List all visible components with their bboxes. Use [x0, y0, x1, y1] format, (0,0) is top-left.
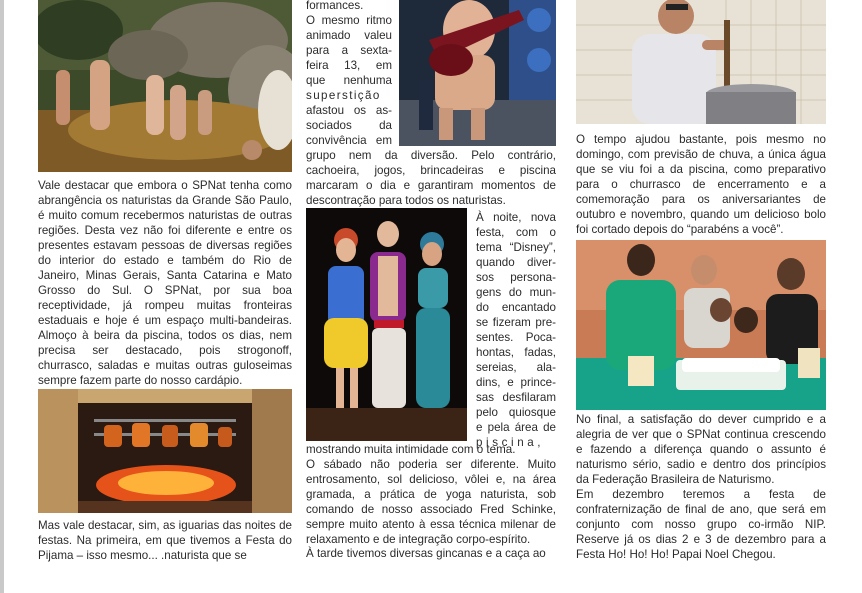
text-line: convivência em [306, 134, 392, 147]
text-line: e pela área de [476, 421, 556, 434]
col3-para2: No final, a satisfação do dever cumprido e a alegria de ver que o SPNat continua crescendo e fazendo a diferença quando o assunto é naturismo sério, sadio e dentro dos princípios da Federação Brasileira de Naturismo. [576, 413, 826, 486]
col1-para1: Vale destacar que embora o SPNat tenha como abrangência os naturistas da Grande São Paulo, é muito comum recebermos naturistas de outras regiões. Desta vez não foi diferente e entre os presentes estavam pessoas de diversas regiões do interior do estado e também do Rio de Janeiro, Minas Gerais, Santa Catarina e Mato Grosso do Sul. O SPNat, por sua boa receptividade, já rompeu muitas fronteiras estaduais e hoje é um espaço multi-bandeiras. Almoço à beira da piscina, todos os dias, nem precisa ser destacado, pois strogonoff, churrasco, saladas e muitas outras guloseimas sempre fazem parte do nosso cardápio. [38, 179, 292, 387]
col2-para-saturday: O sábado não poderia ser diferente. Muito entrosamento, sol delicioso, vôlei e, na área gramada, a prática de yoga naturista, sob comando de nosso associado Fred Schinke, sempre muito atento à essa técnica milenar de relaxamento e de integração corpo-espírito. [306, 458, 556, 546]
col3-para1: O tempo ajudou bastante, pois mesmo no domingo, com previsão de chuva, a única água que se viu foi a da piscina, como preparativo para o churrasco de encerramento e a comemoração para os aniversariantes de outubro e novembro, quando um delicioso bolo foi cortado depois do “parabéns a você”. [576, 133, 826, 236]
col2-para-afternoon: À tarde tivemos diversas gincanas e a caça ao [306, 547, 546, 560]
photo-grill-skewers [38, 389, 292, 513]
text-line: sos persona- [476, 271, 556, 284]
text-line: festa, com o [476, 226, 556, 239]
text-line: pelo quiosque [476, 406, 556, 419]
text-line: À noite, nova [476, 211, 556, 224]
col2-top-full-text: grupo nem da diversão. Pelo contrário, cachoeira, jogos, brincadeiras e piscina marcaram o dia e garantiram momentos de descontração para todos os naturistas. [306, 149, 556, 207]
col3-para3: Em dezembro teremos a festa de confraternização de final de ano, que será em conjunto com nosso grupo co-irmão NIP. Reserve já os dias 2 e 3 de dezembro para a Festa Ho! Ho! Ho! Papai Noel Chegou. [576, 488, 826, 561]
col2-mid-narrow-text [476, 210, 556, 450]
text-line: dins, e prince- [476, 376, 556, 389]
text-line: sas desfilaram [476, 391, 556, 404]
text-line: quando diver- [476, 256, 556, 269]
text-line: que nenhuma [306, 74, 392, 87]
text-line: sociados da [306, 119, 392, 132]
photo-guitar-player [399, 0, 556, 146]
col2-mid-full-text: mostrando muita intimidade com o tema. [306, 443, 516, 456]
text-line: animado valeu [306, 29, 392, 42]
text-line: gens do mun- [476, 286, 556, 299]
text-line: se fizeram pre- [476, 316, 556, 329]
text-line: piscina, [476, 436, 545, 449]
photo-waterfall-bathers [38, 0, 292, 172]
photo-cooking-man [576, 0, 826, 124]
text-line: afastou os as- [306, 104, 392, 117]
text-line: tema “Disney”, [476, 241, 556, 254]
photo-disney-costumes [306, 208, 467, 441]
text-line: superstição [306, 89, 381, 102]
text-line: sereias, ala- [476, 361, 556, 374]
photo-birthday-cake [576, 240, 826, 410]
col1-para2: Mas vale destacar, sim, as iguarias das noites de festas. Na primeira, em que tivemos a Festa do Pijama – isso mesmo... .naturista que se [38, 519, 292, 562]
text-line: para a sexta- [306, 44, 392, 57]
text-line: feira 13, em [306, 59, 392, 72]
text-line: do encantado [476, 301, 556, 314]
text-line: hontas, fadas, [476, 346, 556, 359]
text-line: sentes. Poca- [476, 331, 556, 344]
text-line: O mesmo ritmo [306, 14, 392, 27]
text-line: formances. [306, 0, 364, 12]
col2-top-narrow-text [306, 0, 392, 148]
page-edge [0, 0, 4, 593]
